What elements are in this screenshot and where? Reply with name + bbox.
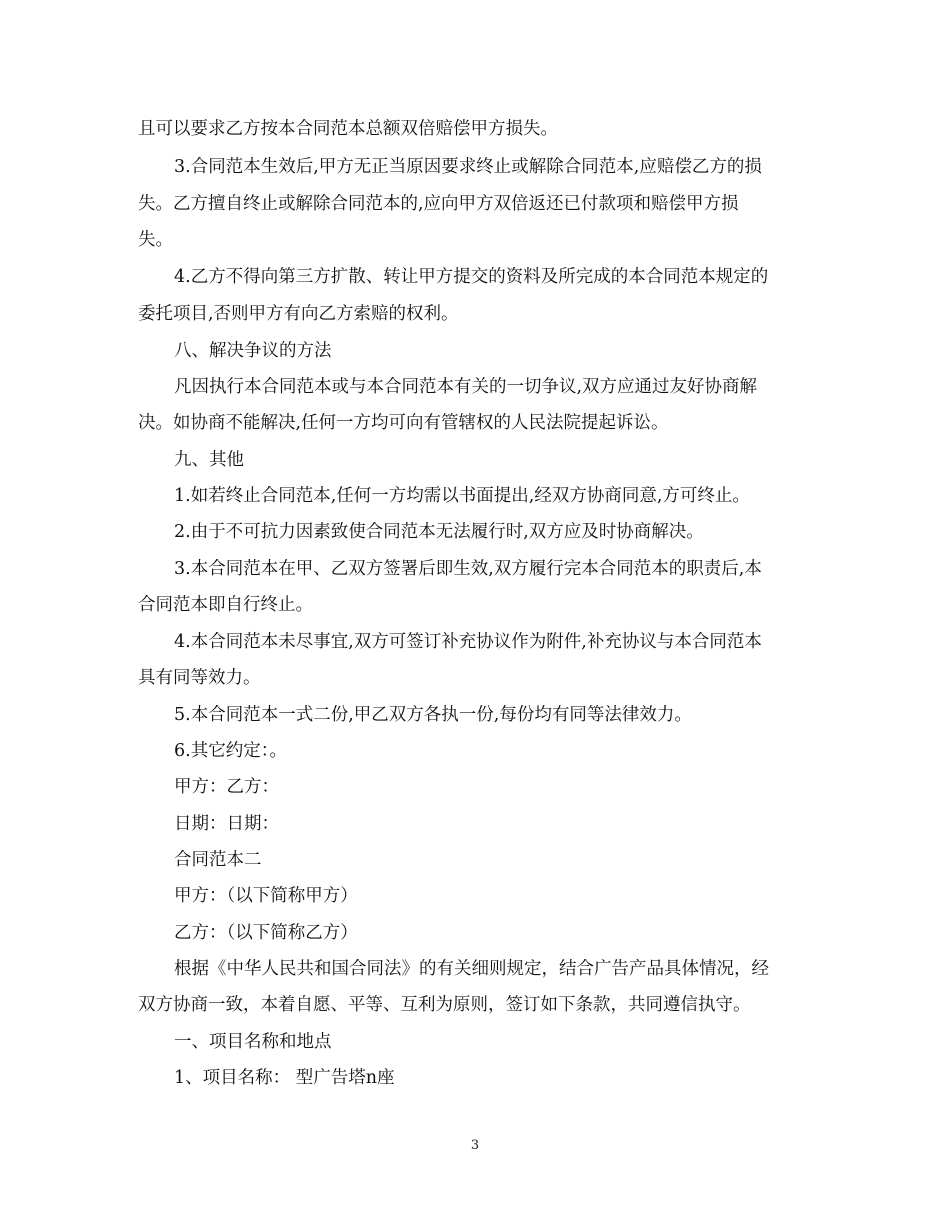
text-line: 合同范本即自行终止。 (138, 595, 313, 615)
party-line: 甲方：（以下简称甲方） (174, 886, 358, 906)
text-line: 具有同等效力。 (138, 668, 261, 688)
contract-title: 合同范本二 (174, 850, 262, 870)
date-line: 日期：日期： (174, 814, 279, 834)
text-line: 6.其它约定：。 (174, 741, 287, 761)
text-line: 凡因执行本合同范本或与本合同范本有关的一切争议,双方应通过友好协商解 (174, 377, 758, 397)
text-line: 4.乙方不得向第三方扩散、转让甲方提交的资料及所完成的本合同范本规定的 (174, 267, 769, 287)
party-line: 乙方：（以下简称乙方） (174, 923, 358, 943)
text-line: 4.本合同范本未尽事宜,双方可签订补充协议作为附件,补充协议与本合同范本 (174, 632, 762, 652)
section-heading: 九、其他 (174, 450, 244, 470)
text-line: 失。乙方擅自终止或解除合同范本的,应向甲方双倍返还已付款项和赔偿甲方损 (138, 194, 739, 214)
text-line: 双方协商一致，本着自愿、平等、互利为原则，签订如下条款，共同遵信执守。 (138, 995, 751, 1015)
section-heading: 八、解决争议的方法 (174, 341, 332, 361)
text-line: 根据《中华人民共和国合同法》的有关细则规定，结合广告产品具体情况，经 (174, 959, 769, 979)
text-line: 3.合同范本生效后,甲方无正当原因要求终止或解除合同范本,应赔偿乙方的损 (174, 157, 762, 177)
text-line: 1、项目名称： 型广告塔n座 (174, 1068, 395, 1088)
text-line: 2.由于不可抗力因素致使合同范本无法履行时,双方应及时协商解决。 (174, 522, 704, 542)
text-line: 失。 (138, 230, 173, 250)
text-line: 委托项目,否则甲方有向乙方索赔的权利。 (138, 304, 459, 324)
text-line: 决。如协商不能解决,任何一方均可向有管辖权的人民法院提起诉讼。 (138, 413, 669, 433)
text-line: 且可以要求乙方按本合同范本总额双倍赔偿甲方损失。 (138, 119, 558, 139)
page-number: 3 (470, 1138, 480, 1153)
text-line: 1.如若终止合同范本,任何一方均需以书面提出,经双方协商同意,方可终止。 (174, 486, 750, 506)
signature-line: 甲方：乙方： (174, 777, 279, 797)
text-line: 3.本合同范本在甲、乙双方签署后即生效,双方履行完本合同范本的职责后,本 (174, 559, 762, 579)
section-heading: 一、项目名称和地点 (174, 1032, 332, 1052)
text-line: 5.本合同范本一式二份,甲乙双方各执一份,每份均有同等法律效力。 (174, 705, 692, 725)
